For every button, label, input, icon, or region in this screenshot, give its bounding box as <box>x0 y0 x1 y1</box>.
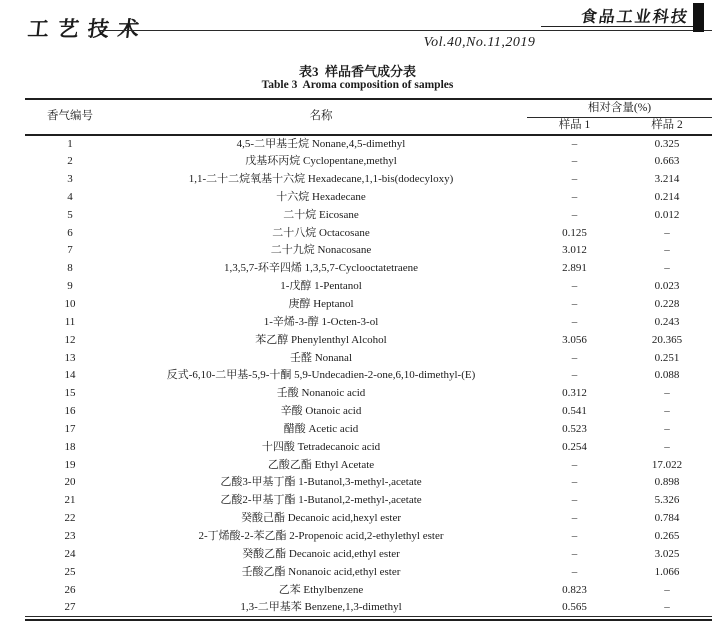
sample2-value: 17.022 <box>651 458 683 471</box>
compound-name: 乙酸乙酯 Ethyl Acetate <box>267 458 375 471</box>
sample1-value: – <box>571 458 578 471</box>
row-number: 3 <box>67 173 73 186</box>
aroma-table-wrap <box>25 98 712 621</box>
row-number: 15 <box>64 387 76 400</box>
sample2-value: 0.898 <box>654 476 680 489</box>
table-row <box>25 581 712 599</box>
sample1-value: 0.565 <box>527 599 622 617</box>
compound-name: 辛酸 Otanoic acid <box>280 405 362 418</box>
sample2-value: – <box>622 599 712 617</box>
sample2-value: 0.088 <box>654 369 680 382</box>
sample1-value: 0.523 <box>562 422 587 435</box>
sample1-value: – <box>571 315 578 328</box>
table-row <box>25 438 712 456</box>
table-bottom-rule <box>25 619 712 621</box>
aroma-table-rows <box>25 135 712 617</box>
sample2-value: 0.214 <box>654 190 680 203</box>
row-number: 10 <box>64 298 76 311</box>
sample2-value: 0.012 <box>654 208 680 221</box>
sample1-value: 0.823 <box>562 583 587 596</box>
compound-name: 反式-6,10-二甲基-5,9-十酮 5,9-Undecadien-2-one,6,10-dimethyl-(E) <box>166 369 476 382</box>
sample2-value: 0.663 <box>654 155 680 168</box>
table-row <box>25 135 712 153</box>
sample1-value: – <box>571 208 578 221</box>
sample1-value: – <box>571 547 578 560</box>
table-row <box>25 331 712 349</box>
compound-name: 癸酸乙酯 Decanoic acid,ethyl ester <box>242 547 400 560</box>
sample2-value: – <box>664 440 670 453</box>
table-row <box>25 242 712 260</box>
row-number: 23 <box>64 529 76 542</box>
row-number: 19 <box>64 458 76 471</box>
sample2-value: – <box>664 387 670 400</box>
sample2-value: 0.243 <box>654 315 680 328</box>
sample1-value: – <box>571 298 578 311</box>
compound-name: 二十烷 Eicosane <box>283 208 359 221</box>
sample2-value: – <box>664 405 670 418</box>
sample1-value: – <box>571 155 578 168</box>
table-row <box>25 278 712 296</box>
compound-name: 醋酸 Acetic acid <box>283 422 359 435</box>
sample2-value: 0.023 <box>654 280 680 293</box>
sample1-value: – <box>571 190 578 203</box>
row-number: 9 <box>67 280 73 293</box>
sample1-value: – <box>571 280 578 293</box>
table-row <box>25 171 712 189</box>
table-title-cn: 表3 样品香气成分表 <box>298 64 416 79</box>
compound-name: 十四酸 Tetradecanoic acid <box>261 440 381 453</box>
row-number: 12 <box>64 333 76 346</box>
sample1-value: 0.312 <box>562 387 587 400</box>
sample2-value: 0.228 <box>654 298 680 311</box>
sample1-value: – <box>571 529 578 542</box>
sample2-value: 0.784 <box>654 512 680 525</box>
table-row <box>25 206 712 224</box>
table-row <box>25 545 712 563</box>
sample1-value: – <box>571 173 578 186</box>
sample1-value: – <box>571 494 578 507</box>
compound-name: 乙苯 Ethylbenzene <box>278 583 364 596</box>
sample1-value: – <box>571 512 578 525</box>
col-header-sample2: 样品 2 <box>651 119 683 131</box>
row-number: 20 <box>64 476 76 489</box>
compound-name: 苯乙醇 Phenylenthyl Alcohol <box>255 333 387 346</box>
row-number: 27 <box>25 599 115 617</box>
col-header-sample1: 样品 1 <box>558 119 591 131</box>
row-number: 26 <box>64 583 76 596</box>
row-number: 18 <box>64 440 76 453</box>
col-header-name: 名称 <box>309 110 333 123</box>
row-number: 1 <box>67 137 73 150</box>
sample2-value: 0.251 <box>654 351 680 364</box>
table-row <box>25 349 712 367</box>
sample2-value: 1.066 <box>654 565 680 578</box>
sample2-value: – <box>664 422 670 435</box>
sample1-value: – <box>571 137 578 150</box>
sample1-value: – <box>571 369 578 382</box>
compound-name: 壬酸 Nonanoic acid <box>276 387 366 400</box>
compound-name: 戊基环丙烷 Cyclopentane,methyl <box>245 155 397 168</box>
sample1-value: 3.056 <box>562 333 587 346</box>
row-number: 24 <box>64 547 76 560</box>
sample1-value: 0.541 <box>562 405 587 418</box>
compound-name: 十六烷 Hexadecane <box>276 190 366 203</box>
compound-name: 乙酸2-甲基丁酯 1-Butanol,2-methyl-,acetate <box>220 494 422 507</box>
row-number: 25 <box>64 565 76 578</box>
aroma-table <box>25 98 712 617</box>
row-number: 16 <box>64 405 76 418</box>
compound-name: 壬醛 Nonanal <box>289 351 352 364</box>
compound-name: 庚醇 Heptanol <box>288 298 354 311</box>
row-number: 14 <box>64 369 76 382</box>
compound-name: 乙酸3-甲基丁酯 1-Butanol,3-methyl-,acetate <box>220 476 422 489</box>
row-number: 6 <box>67 226 73 239</box>
table-row <box>25 260 712 278</box>
brand-logo: 食品工业科技 <box>579 7 691 26</box>
brand-underline <box>541 26 693 27</box>
compound-name: 2-丁烯酸-2-苯乙酯 2-Propenoic acid,2-ethylethyl ester <box>198 529 444 542</box>
row-number: 11 <box>64 315 76 328</box>
table-row <box>25 528 712 546</box>
table-row <box>25 599 712 617</box>
issue-info: Vol.40,No.11,2019 <box>423 35 536 50</box>
sample2-value: 0.325 <box>654 137 680 150</box>
sample2-value: 20.365 <box>651 333 683 346</box>
sample2-value: – <box>664 226 670 239</box>
table-row <box>25 313 712 331</box>
sample2-value: – <box>664 583 670 596</box>
table-row <box>25 367 712 385</box>
col-header-relative-content: 相对含量(%) <box>527 99 712 117</box>
row-number: 5 <box>67 208 73 221</box>
sample1-value: – <box>571 476 578 489</box>
compound-name: 壬酸乙酯 Nonanoic acid,ethyl ester <box>241 565 401 578</box>
row-number: 2 <box>67 155 73 168</box>
table-row <box>25 153 712 171</box>
row-number: 8 <box>67 262 73 275</box>
sample2-value: – <box>664 244 670 257</box>
table-row <box>25 385 712 403</box>
table-row <box>25 189 712 207</box>
compound-name: 二十九烷 Nonacosane <box>270 244 372 257</box>
table-row <box>25 492 712 510</box>
compound-name: 1-戊醇 1-Pentanol <box>280 280 362 293</box>
table-row <box>25 296 712 314</box>
brand-bar <box>693 3 704 32</box>
sample1-value: 3.012 <box>562 244 587 257</box>
journal-brand <box>537 2 707 32</box>
aroma-table-header <box>25 99 712 135</box>
sample2-value: 5.326 <box>654 494 680 507</box>
sample1-value: 0.254 <box>562 440 587 453</box>
sample1-value: – <box>571 351 578 364</box>
row-number: 21 <box>64 494 76 507</box>
compound-name: 1-辛烯-3-醇 1-Octen-3-ol <box>263 315 379 328</box>
row-number: 4 <box>67 190 73 203</box>
table-row <box>25 456 712 474</box>
compound-name: 1,3,5,7-环辛四烯 1,3,5,7-Cyclooctatetraene <box>224 262 418 275</box>
table-row <box>25 421 712 439</box>
compound-name: 4,5-二甲基壬烷 Nonane,4,5-dimethyl <box>236 137 406 150</box>
row-number: 7 <box>67 244 73 257</box>
table-row <box>25 474 712 492</box>
sample1-value: – <box>571 565 578 578</box>
col-header-aroma-number: 香气编号 <box>47 110 93 123</box>
sample2-value: 0.265 <box>654 529 680 542</box>
compound-name: 二十八烷 Octacosane <box>272 226 370 239</box>
compound-name: 1,3-二甲基苯 Benzene,1,3-dimethyl <box>115 599 527 617</box>
sample2-value: 3.214 <box>654 173 680 186</box>
row-number: 17 <box>64 422 76 435</box>
table-row <box>25 563 712 581</box>
table-row <box>25 510 712 528</box>
compound-name: 癸酸己酯 Decanoic acid,hexyl ester <box>240 512 402 525</box>
section-logo: 工艺技术 <box>26 16 150 41</box>
table-row <box>25 403 712 421</box>
table-title-en: Table 3 Aroma composition of samples <box>261 79 454 91</box>
sample2-value: 3.025 <box>654 547 680 560</box>
sample1-value: 2.891 <box>562 262 587 275</box>
row-number: 13 <box>64 351 76 364</box>
row-number: 22 <box>64 512 76 525</box>
sample1-value: 0.125 <box>562 226 587 239</box>
compound-name: 1,1-二十二烷氧基十六烷 Hexadecane,1,1-bis(dodecyloxy) <box>188 173 454 186</box>
table-row <box>25 224 712 242</box>
sample2-value: – <box>664 262 670 275</box>
